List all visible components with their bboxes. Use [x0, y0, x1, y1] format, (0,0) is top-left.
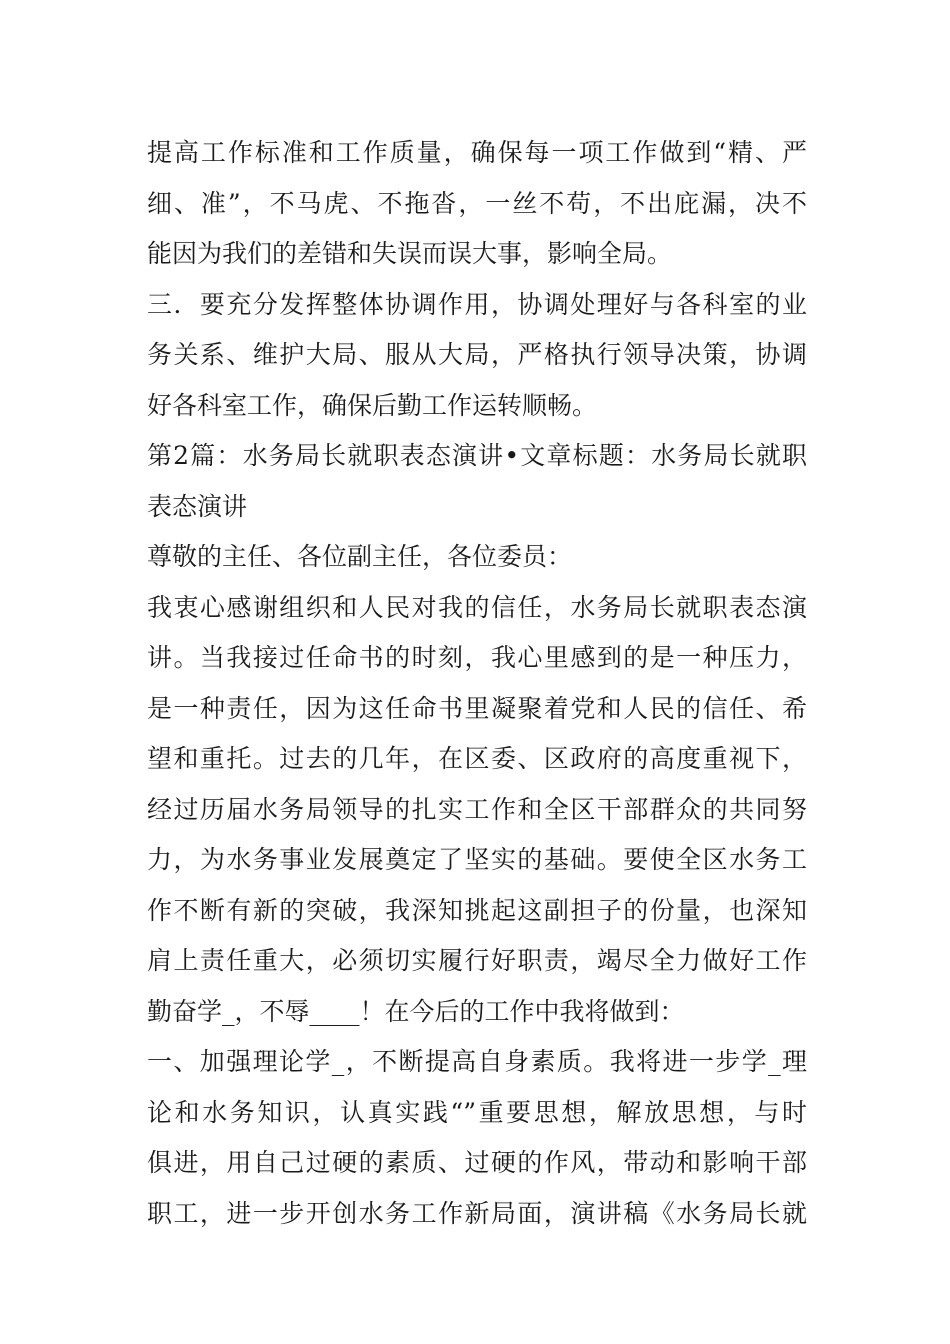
salutation: 尊敬的主任、各位副主任，各位委员： [147, 542, 573, 571]
text-line: 提高工作标准和工作质量，确保每一项工作做到“精、严 [147, 138, 807, 167]
text-line: 好各科室工作，确保后勤工作运转顺畅。 [147, 390, 598, 420]
section-heading: 表态演讲 [147, 491, 248, 521]
text-line: 俱进，用自己过硬的素质、过硬的作风，带动和影响干部 [147, 1148, 807, 1177]
text-line: 务关系、维护大局、服从大局，严格执行领导决策，协调 [147, 340, 807, 369]
text-line: 力，为水务事业发展奠定了坚实的基础。要使全区水务工 [147, 845, 807, 874]
text-line: 职工，进一步开创水务工作新局面，演讲稿《水务局长就 [147, 1198, 807, 1228]
text-line: 能因为我们的差错和失误而误大事，影响全局。 [147, 239, 673, 268]
document-body [147, 128, 807, 1239]
text-line: 是一种责任，因为这任命书里凝聚着党和人民的信任、希 [147, 693, 807, 723]
section-heading: 第2篇：水务局长就职表态演讲•文章标题：水务局长就职 [147, 441, 807, 470]
text-line: 望和重托。过去的几年，在区委、区政府的高度重视下， [147, 744, 807, 773]
text-line: 细、准”，不马虎、不拖沓，一丝不苟，不出庇漏，决不 [147, 188, 807, 218]
text-line: 论和水务知识，认真实践“”重要思想，解放思想，与时 [147, 1097, 807, 1127]
text-line: 讲。当我接过任命书的时刻，我心里感到的是一种压力， [147, 643, 807, 672]
text-line: 三．要充分发挥整体协调作用，协调处理好与各科室的业 [147, 289, 807, 319]
text-line: 经过历届水务局领导的扎实工作和全区干部群众的共同努 [147, 794, 807, 824]
text-line: 我衷心感谢组织和人民对我的信任，水务局长就职表态演 [147, 592, 807, 622]
text-line: 肩上责任重大，必须切实履行好职责，竭尽全力做好工作 [147, 946, 807, 975]
text-line: 作不断有新的突破，我深知挑起这副担子的份量，也深知 [147, 895, 807, 925]
text-line: 一、加强理论学_，不断提高自身素质。我将进一步学_理 [147, 1047, 807, 1076]
text-line: 勤奋学_，不辱____！在今后的工作中我将做到： [147, 996, 685, 1026]
